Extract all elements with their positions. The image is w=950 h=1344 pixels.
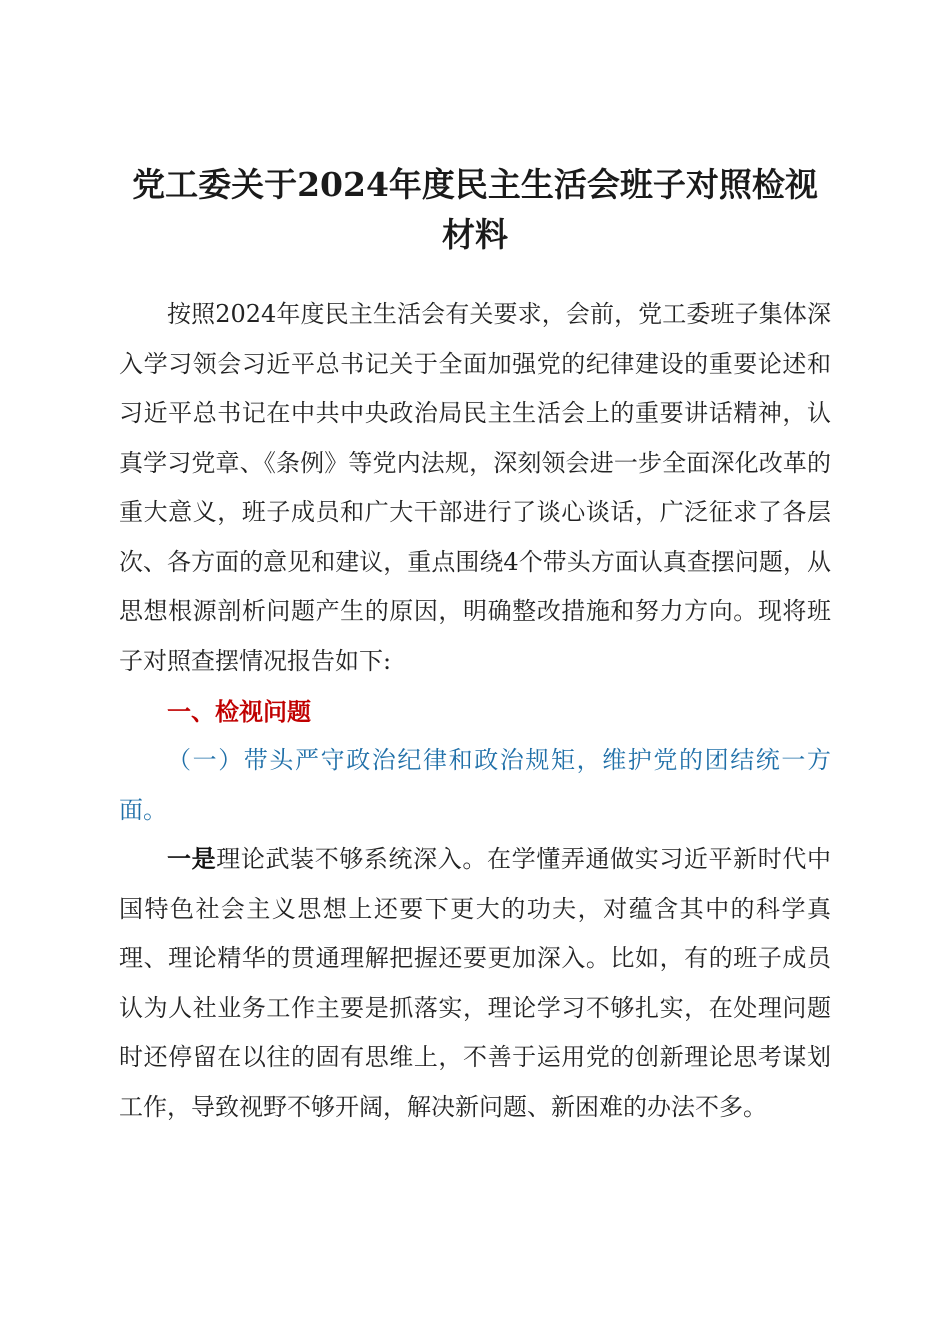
document-title-line-1: 党工委关于2024年度民主生活会班子对照检视	[132, 165, 818, 204]
subsection-heading: （一）带头严守政治纪律和政治规矩，维护党的团结统一方面。	[119, 746, 831, 824]
point-text: 理论武装不够系统深入。在学懂弄通做实习近平新时代中国特色社会主义思想上还要下更大的功夫，对蕴含其中的科学真理、理论精华的贯通理解把握还要更加深入。比如，有的班子成员认为人社业务工作主要是抓落实，理论学习不够扎实，在处理问题时还停留在以往的固有思维上，不善于运用党的创新理论思考谋划工作，导致视野不够开阔，解决新问题、新困难的办法不多。	[119, 845, 832, 1121]
point-paragraph	[119, 835, 831, 1132]
point-lead: 一是	[167, 845, 217, 873]
document-title-line-2: 材料	[442, 215, 508, 254]
section-heading: 一、检视问题	[167, 698, 311, 726]
intro-paragraph: 按照2024年度民主生活会有关要求，会前，党工委班子集体深入学习领会习近平总书记关于全面加强党的纪律建设的重要论述和习近平总书记在中共中央政治局民主生活会上的重要讲话精神，认真学习党章、《条例》等党内法规，深刻领会进一步全面深化改革的重大意义，班子成员和广大干部进行了谈心谈话，广泛征求了各层次、各方面的意见和建议，重点围绕4个带头方面认真查摆问题，从思想根源剖析问题产生的原因，明确整改措施和努力方向。现将班子对照查摆情况报告如下:	[119, 300, 831, 675]
document-title	[100, 160, 850, 260]
